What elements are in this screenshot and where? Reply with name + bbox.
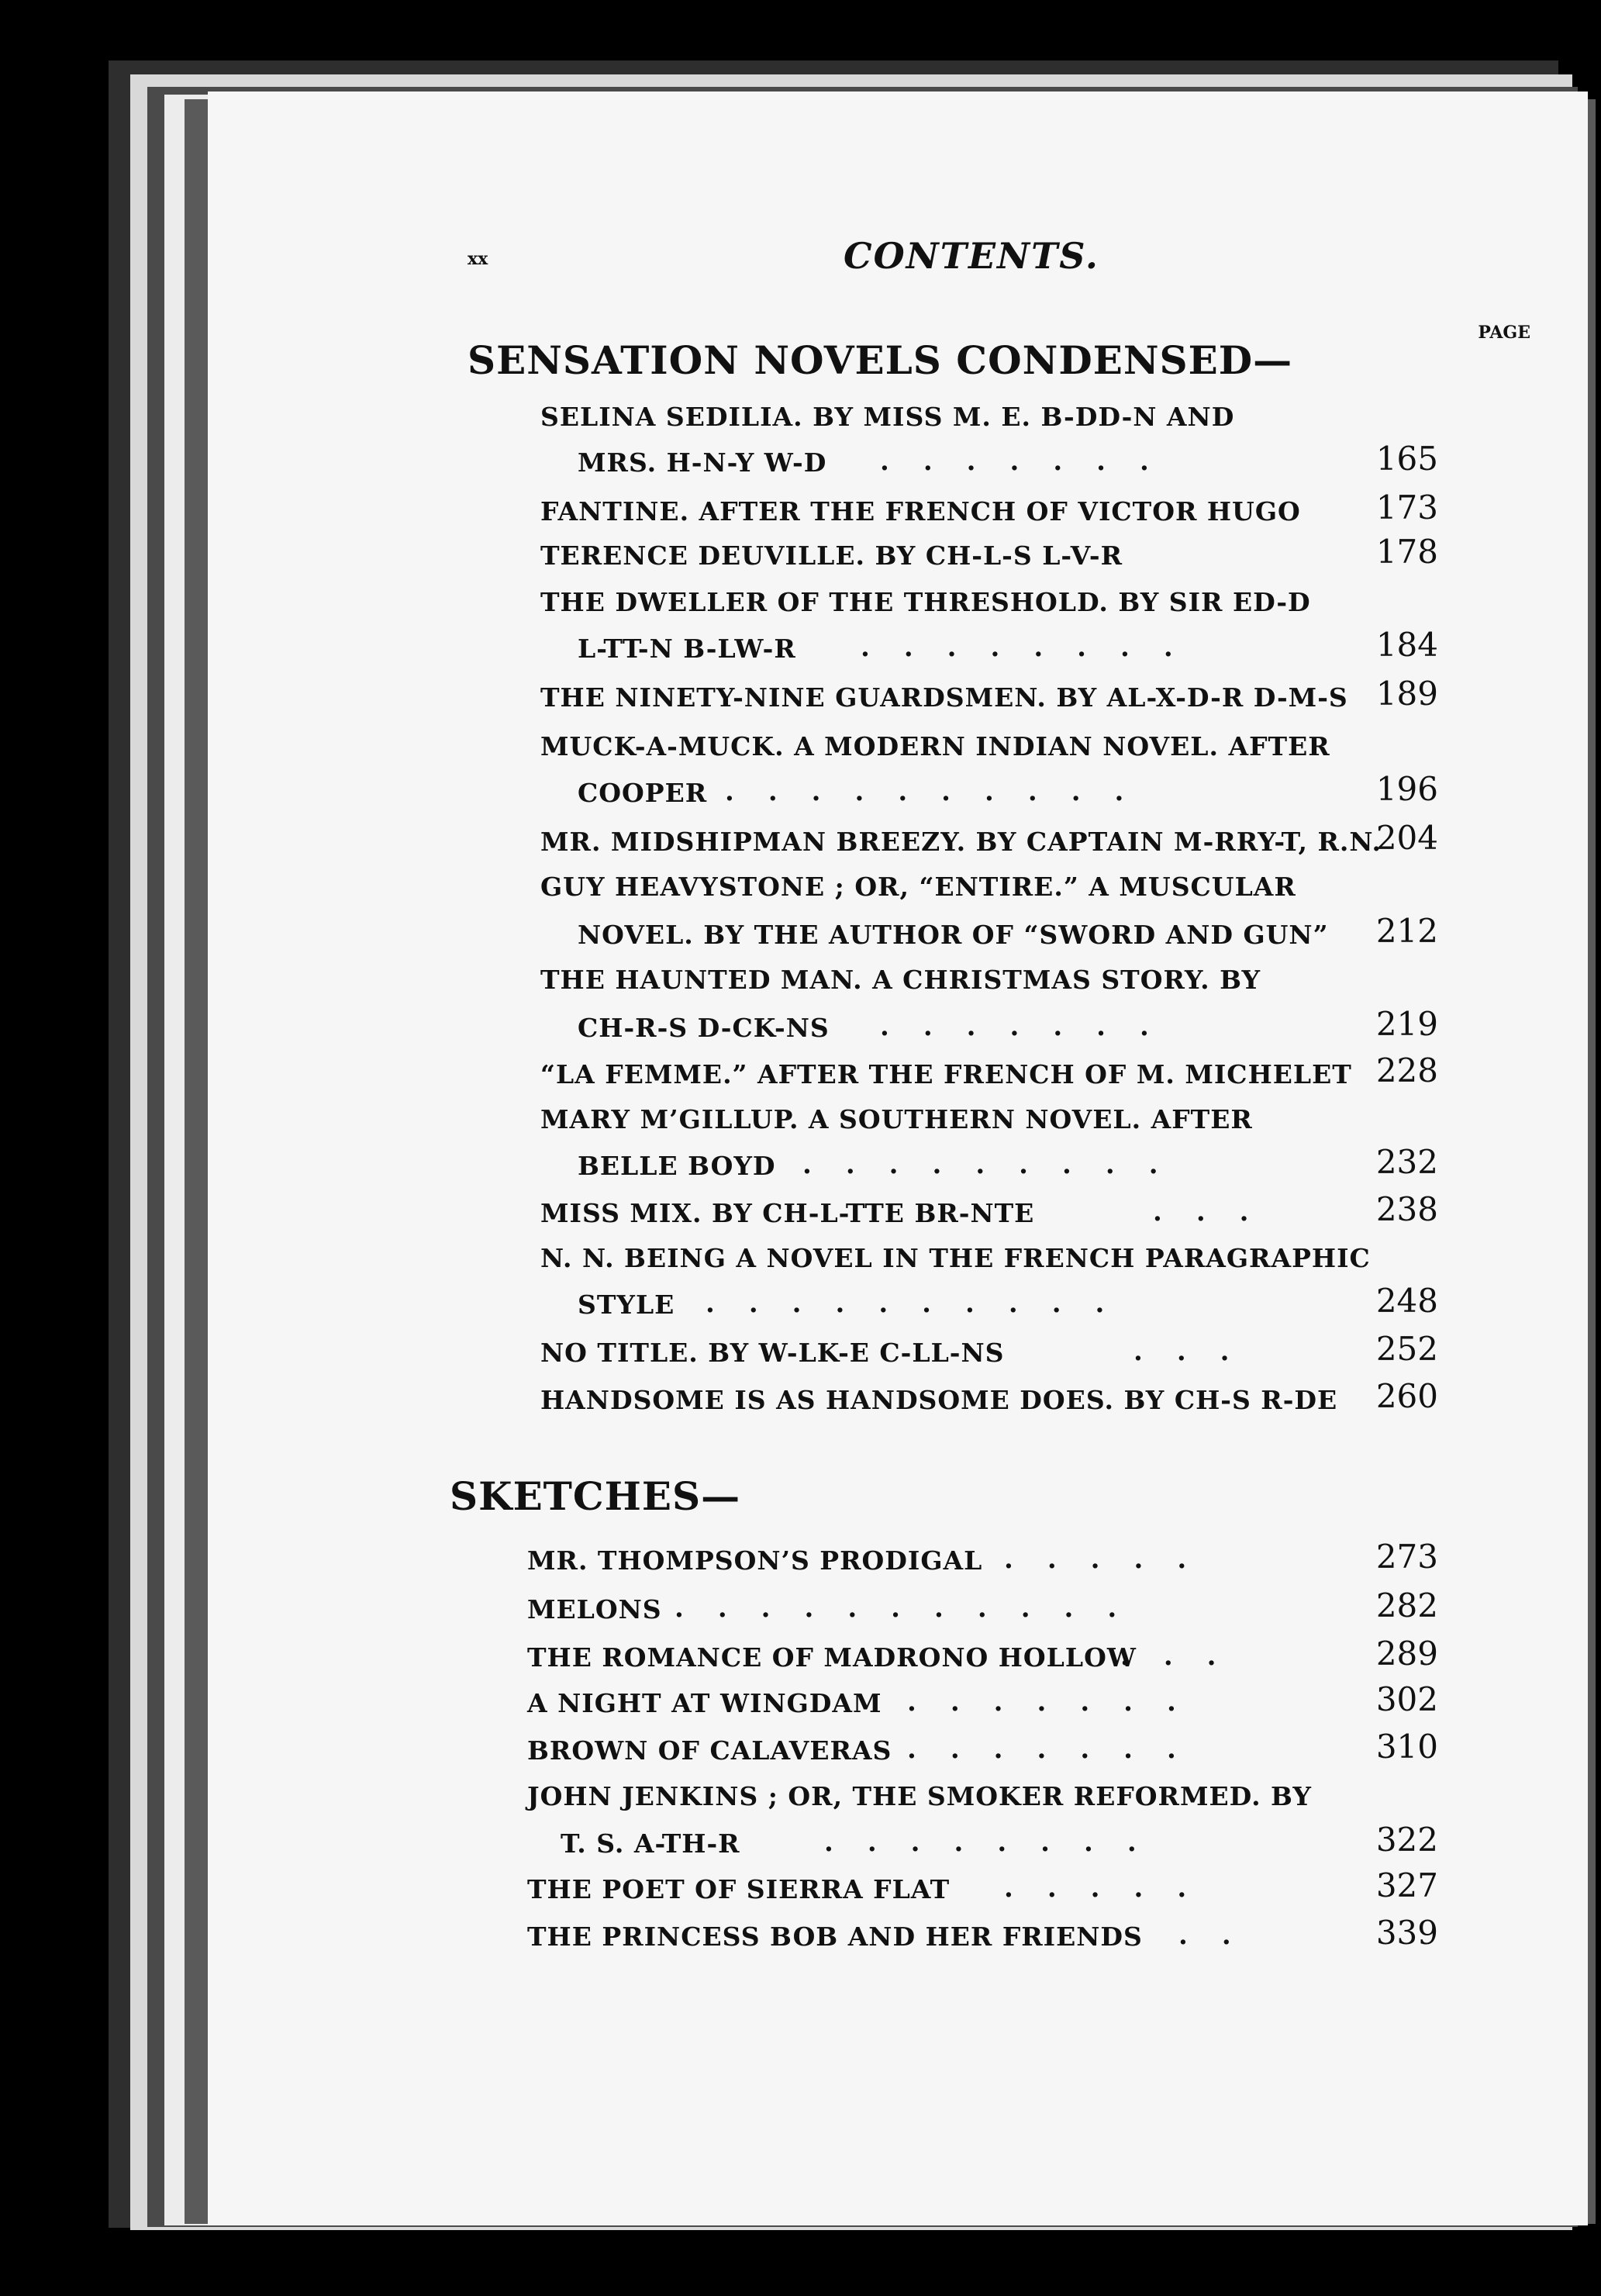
toc-page-number: 260 <box>1375 1377 1438 1415</box>
page-header <box>468 235 1553 281</box>
toc-page-number: 327 <box>1375 1866 1438 1904</box>
toc-entry-continuation: BELLE BOYD <box>578 1151 776 1181</box>
toc-entry-title: MELONS <box>527 1594 662 1624</box>
toc-page-number: 212 <box>1375 912 1438 950</box>
toc-entry-continuation: COOPER <box>578 778 708 808</box>
dot-leader: ....... <box>880 446 1183 477</box>
toc-entry-continuation: STYLE <box>578 1290 675 1320</box>
toc-entry-continuation: MRS. H-N-Y W-D <box>578 447 827 478</box>
toc-page-number: 178 <box>1375 533 1438 571</box>
toc-page-number: 310 <box>1375 1728 1438 1766</box>
dot-leader: ..... <box>1004 1544 1221 1575</box>
toc-entry-title: HANDSOME IS AS HANDSOME DOES. BY CH-S R-DE <box>540 1385 1338 1415</box>
toc-page-number: 173 <box>1375 489 1438 527</box>
running-title: CONTENTS. <box>844 235 1099 277</box>
toc-entry-title: THE NINETY-NINE GUARDSMEN. BY AL-X-D-R D-M-S <box>540 682 1348 713</box>
toc-entry-title: TERENCE DEUVILLE. BY CH-L-S L-V-R <box>540 540 1123 571</box>
toc-entry-title: N. N. BEING A NOVEL IN THE FRENCH PARAGRAPHIC <box>540 1243 1371 1273</box>
toc-entry-title: FANTINE. AFTER THE FRENCH OF VICTOR HUGO <box>540 496 1301 527</box>
toc-page-number: 322 <box>1375 1821 1438 1859</box>
dot-leader: .......... <box>706 1288 1139 1319</box>
toc-entry-title: MR. MIDSHIPMAN BREEZY. BY CAPTAIN M-RRY-T, R.N. <box>540 827 1382 857</box>
toc-entry-title: MARY M’GILLUP. A SOUTHERN NOVEL. AFTER <box>540 1104 1253 1134</box>
toc-page-number: 248 <box>1375 1282 1438 1320</box>
dot-leader: ... <box>1120 1641 1251 1672</box>
toc-entry-title: A NIGHT AT WINGDAM <box>527 1688 882 1718</box>
toc-entry-title: GUY HEAVYSTONE ; OR, “ENTIRE.” A MUSCULAR <box>540 872 1296 902</box>
toc-page-number: 232 <box>1375 1143 1438 1181</box>
toc-page-number: 238 <box>1375 1190 1438 1228</box>
toc-page-number: 204 <box>1375 819 1438 857</box>
dot-leader: ... <box>1133 1336 1264 1367</box>
dot-leader: .. <box>1178 1920 1265 1951</box>
page-column-label: PAGE <box>1478 323 1530 343</box>
dot-leader: ........ <box>824 1827 1171 1858</box>
dot-leader: ........... <box>675 1593 1151 1624</box>
toc-entry-title: MR. THOMPSON’S PRODIGAL <box>527 1545 983 1576</box>
toc-page-number: 302 <box>1375 1680 1438 1718</box>
toc-page-number: 339 <box>1375 1914 1438 1952</box>
toc-entry-title: “LA FEMME.” AFTER THE FRENCH OF M. MICHELET <box>540 1059 1352 1089</box>
toc-entry-continuation: CH-R-S D-CK-NS <box>578 1013 830 1043</box>
toc-page-number: 219 <box>1375 1005 1438 1043</box>
toc-entry-title: THE ROMANCE OF MADRONO HOLLOW <box>527 1642 1137 1673</box>
dot-leader: ... <box>1153 1196 1283 1227</box>
toc-entry-title: MISS MIX. BY CH-L-TTE BR-NTE <box>540 1198 1035 1228</box>
toc-entry-continuation: L-TT-N B-LW-R <box>578 634 796 664</box>
toc-page-number: 273 <box>1375 1538 1438 1576</box>
dot-leader: .......... <box>725 776 1158 807</box>
dot-leader: ..... <box>1004 1873 1221 1904</box>
dot-leader: ......... <box>802 1149 1192 1180</box>
toc-page-number: 189 <box>1375 675 1438 713</box>
toc-page-number: 289 <box>1375 1635 1438 1673</box>
toc-entry-title: BROWN OF CALAVERAS <box>527 1735 892 1766</box>
toc-entry-title: THE POET OF SIERRA FLAT <box>527 1874 951 1904</box>
toc-entry-title: NO TITLE. BY W-LK-E C-LL-NS <box>540 1338 1005 1368</box>
toc-entry-continuation: NOVEL. BY THE AUTHOR OF “SWORD AND GUN” <box>578 920 1329 950</box>
dot-leader: ........ <box>861 632 1207 663</box>
toc-page-number: 165 <box>1375 440 1438 478</box>
toc-page-number: 228 <box>1375 1051 1438 1089</box>
toc-entry-title: THE DWELLER OF THE THRESHOLD. BY SIR ED-D <box>540 587 1311 617</box>
dot-leader: ....... <box>907 1734 1210 1765</box>
dot-leader: ....... <box>880 1011 1183 1042</box>
dot-leader: ....... <box>907 1687 1210 1718</box>
toc-entry-title: THE PRINCESS BOB AND HER FRIENDS <box>527 1921 1143 1952</box>
toc-page-number: 196 <box>1375 770 1438 808</box>
toc-entry-title: JOHN JENKINS ; OR, THE SMOKER REFORMED. BY <box>527 1781 1312 1811</box>
toc-entry-title: SELINA SEDILIA. BY MISS M. E. B-DD-N AND <box>540 402 1235 432</box>
toc-entry-continuation: T. S. A-TH-R <box>561 1828 740 1859</box>
toc-page-number: 282 <box>1375 1586 1438 1624</box>
toc-page-number: 252 <box>1375 1330 1438 1368</box>
section-heading: SKETCHES— <box>450 1473 741 1519</box>
folio-number: xx <box>468 249 488 269</box>
toc-entry-title: MUCK-A-MUCK. A MODERN INDIAN NOVEL. AFTER <box>540 731 1330 761</box>
toc-entry-title: THE HAUNTED MAN. A CHRISTMAS STORY. BY <box>540 965 1261 995</box>
toc-page-number: 184 <box>1375 626 1438 664</box>
section-heading: SENSATION NOVELS CONDENSED— <box>468 337 1293 383</box>
